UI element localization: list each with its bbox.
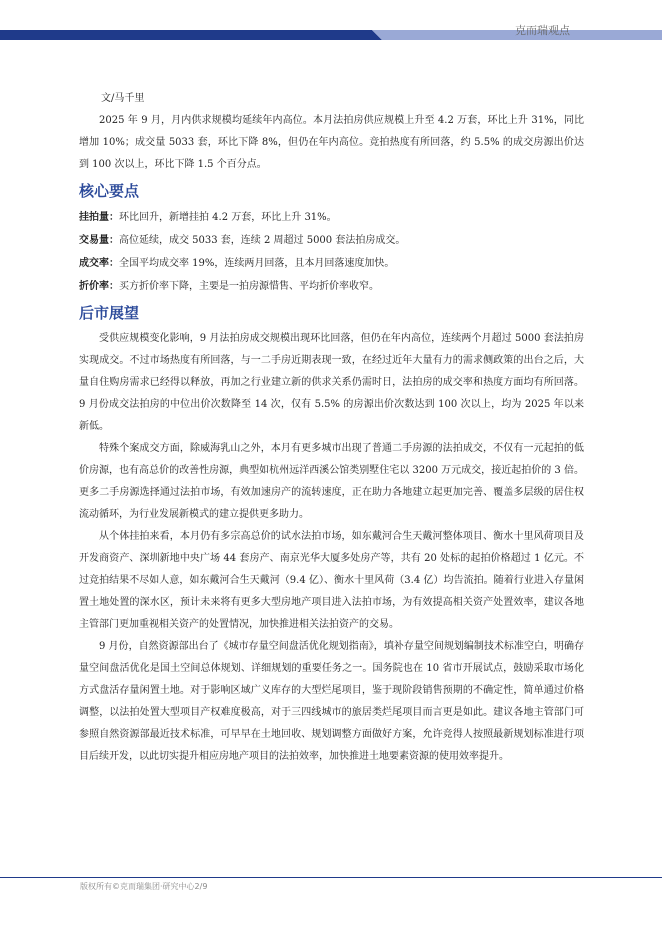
- footer-copyright: 版权所有©克而瑞集团·研究中心2/9: [80, 882, 208, 891]
- intro-paragraph: 2025 年 9 月，月内供求规模均延续年内高位。本月法拍房供应规模上升至 4.2 万套，环比上升 31%，同比增加 10%；成交量 5033 套，环比下降 8%，但仍在年内高位。竞拍热度有所回落，约 5.5% 的成交房源出价达到 100 次以上，环比下降 1.5 个百分点。: [79, 115, 584, 170]
- key-points-heading: 核心要点: [79, 182, 140, 200]
- outlook-heading: 后市展望: [79, 304, 140, 322]
- key-point-listing: 挂拍量：环比回升，新增挂拍 4.2 万套，环比上升 31%。: [79, 212, 337, 223]
- header-brand: 克而瑞观点: [515, 24, 570, 37]
- key-points-list: [79, 206, 584, 298]
- key-point-discount: 折价率：买方折价率下降，主要是一拍房源惜售、平均折价率收窄。: [79, 281, 379, 292]
- header-bar-dark: [0, 30, 382, 40]
- article-body: [79, 92, 584, 768]
- footer-divider: [0, 877, 662, 878]
- author-line: 文/马千里: [101, 93, 145, 104]
- outlook-paragraph: 特殊个案成交方面，除威海乳山之外，本月有更多城市出现了普通二手房源的法拍成交，不仅有一元起拍的低价房源，也有高总价的改善性房源，典型如杭州远洋西溪公馆类别墅住宅以 3200 万元成交，接近起拍价的 3 倍。更多二手房源选择通过法拍市场，有效加速房产的流转速度，正在助力各地建立起更加完善、覆盖多层级的居住权流动循环，为行业发展新模式的建立提供更多助力。: [79, 443, 584, 520]
- outlook-paragraph: 受供应规模变化影响，9 月法拍房成交规模出现环比回落，但仍在年内高位，连续两个月超过 5000 套法拍房实现成交。不过市场热度有所回落，与一二手房近期表现一致，在经过近年大量有力的需求侧政策的出台之后，大量自住购房需求已经得以释放，再加之行业建立新的供求关系仍需时日，法拍房的成交率和热度方面均有所回落。9 月份成交法拍房的中位出价次数降至 14 次，仅有 5.5% 的房源出价次数达到 100 次以上，均为 2025 年以来新低。: [79, 333, 584, 432]
- outlook-paragraph: 9 月份，自然资源部出台了《城市存量空间盘活优化规划指南》，填补存量空间规划编制技术标准空白，明确存量空间盘活优化是国土空间总体规划、详细规划的重要任务之一。国务院也在 10 省市开展试点，鼓励采取市场化方式盘活存量闲置土地。对于影响区域广义库存的大型烂尾项目，鉴于现阶段销售预期的不确定性，简单通过价格调整，以法拍处置大型项目产权难度极高，对于三四线城市的旅居类烂尾项目而言更是如此。建议各地主管部门可参照自然资源部最近技术标准，可早早在土地回收、规划调整方面做好方案，允许竞得人按照最新规划标准进行项目后续开发，以此切实提升相应房地产项目的法拍效率，加快推进土地要素资源的使用效率提升。: [79, 641, 584, 762]
- key-point-rate: 成交率：全国平均成交率 19%，连续两月回落，且本月回落速度加快。: [79, 258, 395, 269]
- outlook-paragraph: 从个体挂拍来看，本月仍有多宗高总价的试水法拍市场，如东戴河合生天戴河整体项目、衡水十里风荷项目及开发商资产、深圳新地中央广场 44 套房产、南京光华大厦多处房产等，共有 20 处标的起拍价格超过 1 亿元。不过竞拍结果不尽如人意，如东戴河合生天戴河（9.4 亿）、衡水十里风荷（3.4 亿）均告流拍。随着行业进入存量闲置土地处置的深水区，预计未来将有更多大型房地产项目进入法拍市场，为有效提高相关资产处置效率，建议各地主管部门更加重视相关资产的处置情况，加快推进相关法拍资产的交易。: [79, 531, 584, 630]
- key-point-volume: 交易量：高位延续，成交 5033 套，连续 2 周超过 5000 套法拍房成交。: [79, 235, 406, 246]
